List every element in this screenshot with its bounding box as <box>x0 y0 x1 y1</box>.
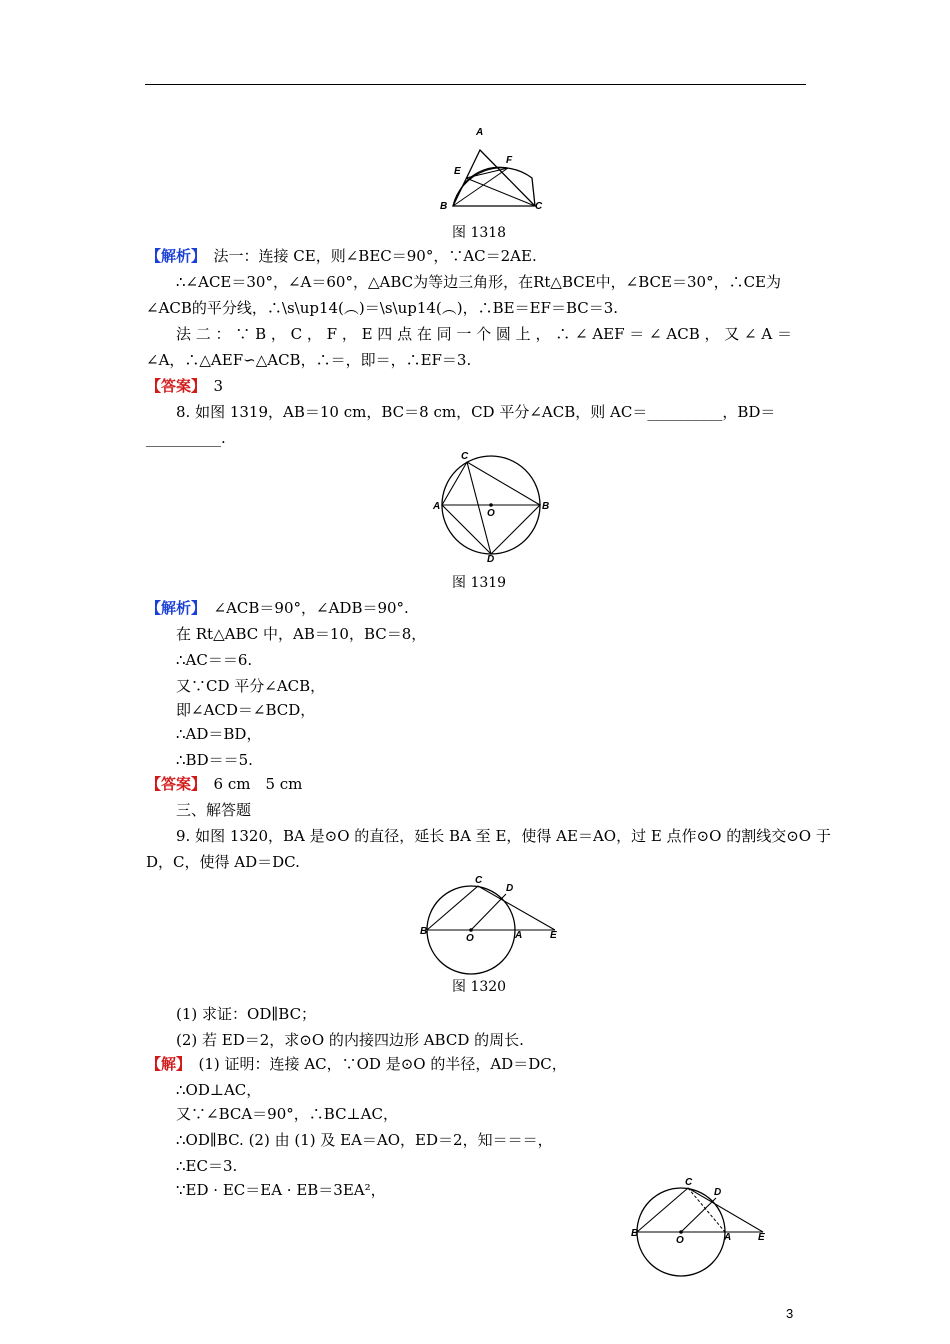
solution-line: ∴AC＝＝6. <box>176 651 253 669</box>
label-E: E <box>550 930 557 941</box>
label-B: B <box>542 501 550 512</box>
analysis-tag: 【解析】 <box>146 247 199 265</box>
label-B: B <box>420 926 428 937</box>
analysis-tag: 【解析】 <box>146 599 199 617</box>
label-C: C <box>535 201 543 212</box>
label-O: O <box>466 933 474 944</box>
solution-line: 又∵CD 平分∠ACB， <box>176 677 326 695</box>
answer-line: 【答案】 6 cm 5 cm <box>146 775 303 793</box>
label-A: A <box>433 501 441 512</box>
label-A: A <box>476 127 484 138</box>
label-E: E <box>758 1232 765 1243</box>
label-O: O <box>487 508 495 519</box>
solution-line: 即∠ACD＝∠BCD， <box>176 701 316 719</box>
solution-line: 又∵∠BCA＝90°，∴BC⊥AC， <box>176 1105 398 1123</box>
label-C: C <box>685 1177 693 1188</box>
answer-line: 【答案】 3 <box>146 377 224 395</box>
label-D: D <box>487 554 495 565</box>
figure-caption: 图 1319 <box>452 575 507 591</box>
solution-line: ∠A，∴△AEF∽△ACB，∴＝，即＝，∴EF＝3. <box>146 351 472 369</box>
question-9-cont: D，C，使得 AD＝DC. <box>146 853 300 871</box>
label-E: E <box>454 166 461 177</box>
page-number: 3 <box>786 1306 794 1321</box>
label-C: C <box>461 451 469 462</box>
label-F: F <box>506 155 513 166</box>
solution-line: 法 二 ： ∵ B ， C ， F ， E 四 点 在 同 一 个 圆 上 ， ∴ ∠ AEF ＝ ∠ ACB ， 又 ∠ A ＝ <box>176 325 792 343</box>
answer-tag: 【答案】 <box>146 377 199 395</box>
header-rule <box>145 84 806 85</box>
question-part: (2) 若 ED＝2，求⊙O 的内接四边形 ABCD 的周长. <box>176 1031 524 1049</box>
figure-caption: 图 1318 <box>452 225 507 241</box>
solution-tag: 【解】 <box>146 1055 184 1073</box>
figure-1320 <box>420 874 568 974</box>
figure-1320-copy <box>630 1176 770 1276</box>
label-D: D <box>714 1187 722 1198</box>
label-C: C <box>475 875 483 886</box>
label-D: D <box>506 883 514 894</box>
solution-line: ∴BD＝＝5. <box>176 751 253 769</box>
question-8: 8. 如图 1319，AB＝10 cm，BC＝8 cm，CD 平分∠ACB，则 AC＝__________，BD＝ <box>176 403 776 421</box>
solution-line: 【解析】 法一：连接 CE，则∠BEC＝90°，∵AC＝2AE. <box>146 247 537 265</box>
question-part: (1) 求证：OD∥BC； <box>176 1005 317 1023</box>
solution-line: ∴∠ACE＝30°，∠A＝60°，△ABC为等边三角形，在Rt△BCE中，∠BCE＝30°，∴CE为 <box>176 273 781 291</box>
solution-line: 【解】 (1) 证明：连接 AC，∵OD 是⊙O 的半径，AD＝DC， <box>146 1055 567 1073</box>
label-B: B <box>440 201 448 212</box>
label-A: A <box>724 1232 732 1243</box>
answer-tag: 【答案】 <box>146 775 199 793</box>
label-B: B <box>631 1228 639 1239</box>
label-A: A <box>515 930 523 941</box>
solution-line: ∴AD＝BD， <box>176 725 262 743</box>
solution-line: ∴OD⊥AC， <box>176 1081 262 1099</box>
question-8-cont: __________. <box>146 429 226 447</box>
solution-line: 【解析】 ∠ACB＝90°，∠ADB＝90°. <box>146 599 409 617</box>
solution-line: 在 Rt△ABC 中，AB＝10，BC＝8， <box>176 625 427 643</box>
figure-1318 <box>436 126 548 216</box>
solution-line: ∴OD∥BC. (2) 由 (1) 及 EA＝AO，ED＝2，知＝＝＝， <box>176 1131 553 1149</box>
figure-caption: 图 1320 <box>452 979 507 995</box>
solution-line: ∴EC＝3. <box>176 1157 238 1175</box>
solution-line: ∵ED · EC＝EA · EB＝3EA²， <box>176 1181 386 1199</box>
section-heading: 三、解答题 <box>176 801 252 819</box>
figure-1319 <box>432 450 554 564</box>
question-9: 9. 如图 1320，BA 是⊙O 的直径，延长 BA 至 E，使得 AE＝AO，过 E 点作⊙O 的割线交⊙O 于 <box>176 827 831 845</box>
solution-line: ∠ACB的平分线，∴\s\up14(︵)＝\s\up14(︵)，∴BE＝EF＝BC＝3. <box>146 299 619 317</box>
label-O: O <box>676 1235 684 1246</box>
